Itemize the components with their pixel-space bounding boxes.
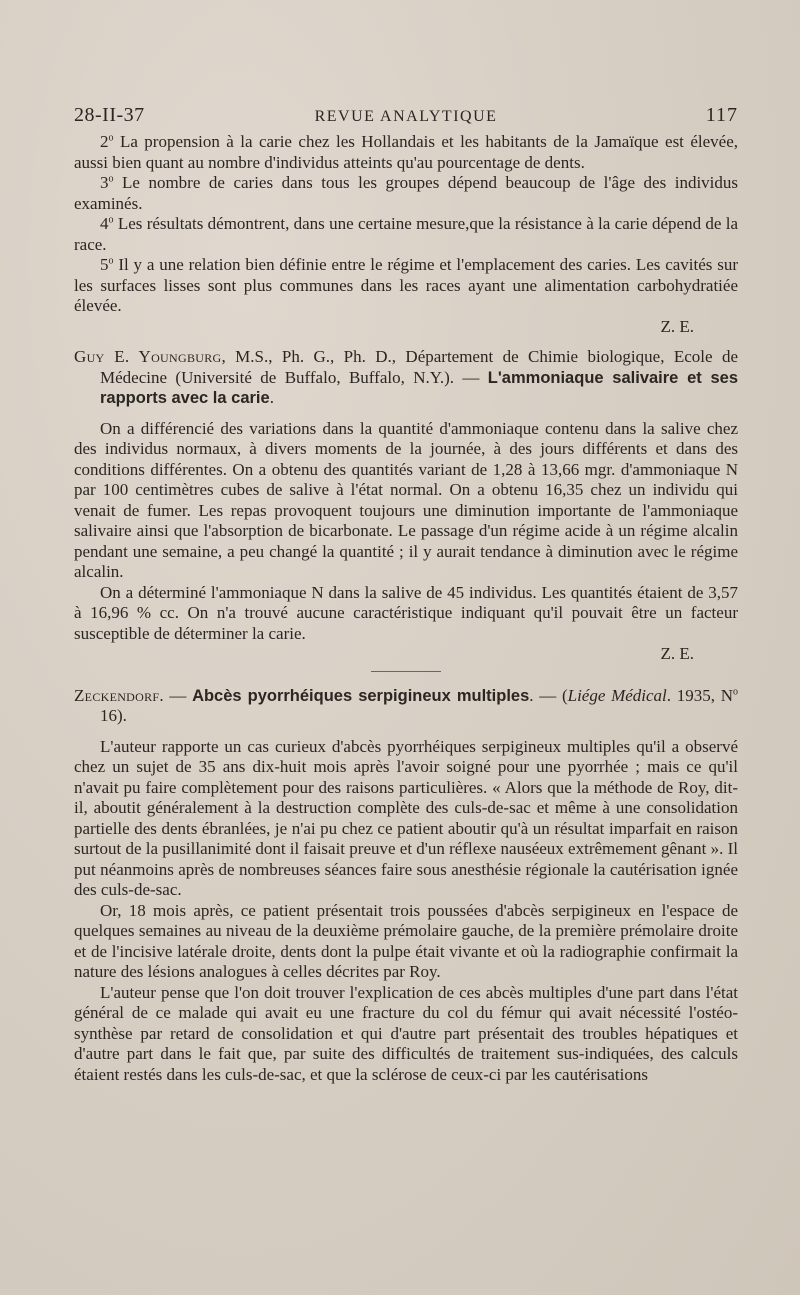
article-title: L'ammoniaque salivaire et ses rapports avec la carie (100, 368, 738, 407)
journal-name: Liége Médical (567, 685, 667, 705)
article-paragraph: L'auteur rapporte un cas curieux d'abcès pyorrhéiques serpigineux multiples qu'il a observé chez un sujet de 35 ans dix-huit mois après l'avoir soigné pour une pyorrhée ; mais ce qu'il n'avait pu faire complètement pour des raisons particulières. « Alors que la méthode de Roy, dit-il, aboutit généralement à la destruction complète des culs-de-sac et même à une consolidation partielle des dents ébranlées, je n'ai pu chez ce patient aboutir qu'à un résultat imparfait en raison surtout de la pusillanimité dont il faisait preuve et d'un réflexe nauséeux extrêmement gênant ». Il put néanmoins après de nombreuses séances faire sous anesthésie régionale la cautérisation ignée des culs-de-sac. (74, 736, 738, 899)
item-text: Il y a une relation bien définie entre le régime et l'emplacement des caries. Les cavités sur les surfaces lisses sont plus communes dans les races ayant une alimentation carbohydratiée élevée. (74, 255, 738, 315)
ordinal-mark: o (108, 132, 114, 144)
page-number: 117 (705, 104, 738, 126)
title-end: . (269, 388, 274, 407)
author-name: Guy E. Youngburg (74, 347, 222, 366)
article-reference (74, 347, 738, 409)
journal-page (74, 102, 738, 1085)
reference-number: 16 (100, 706, 117, 725)
reference-end: ). (117, 706, 127, 725)
reviewer-signature: Z. E. (660, 644, 694, 663)
item-number: 3 (100, 173, 109, 192)
ordinal-mark: o (733, 685, 738, 697)
article-paragraph: On a différencié des variations dans la quantité d'ammoniaque contenu dans la salive chez des individus normaux, à divers moments de la journée, à des jours différents et dans des conditions différentes. On a obtenu des quantités variant de 1,28 à 13,66 mgr. d'ammoniaque N par 100 centimètres cubes de salive à l'état normal. On a obtenu 16,35 chez un individu qui venait de fumer. Les repas provoquent toujours une diminution importante de l'ammoniaque salivaire ainsi que l'absorption de bicarbonate. Le passage d'un régime acide à un régime alcalin pendant une semaine, a peu changé la quantité ; il y aurait tendance à diminution avec le régime alcalin. (74, 418, 738, 581)
item-number: 5 (100, 255, 109, 274)
item-text: Les résultats démontrent, dans une certaine mesure,que la résistance à la carie dépend de la race. (74, 214, 739, 254)
ordinal-mark: o (108, 255, 114, 267)
reference-year: . 1935, N (666, 685, 733, 705)
article-paragraph: L'auteur pense que l'on doit trouver l'explication de ces abcès multiples d'une part dans l'état général de ce malade qui avait eu une fracture du col du fémur qui avait nécessité l'ostéo-synthèse par retard de consolidation et qui d'autre part présentait des troubles hépatiques et d'autre part dans le fait que, par suite des difficultés de traitement sus-indiquées, des calculs étaient restés dans les culs-de-sac, et que la sclérose de ceux-ci par les cautérisations (74, 982, 738, 1084)
conclusion-item (74, 255, 738, 317)
item-number: 2 (100, 132, 109, 151)
author-affiliation: , M.S., Ph. G., Ph. D., Département de Chimie biologique, Ecole de Médecine (Université de Buffalo, Buffalo, N.Y.). — (100, 347, 738, 387)
section-divider (371, 671, 441, 672)
reviewer-signature: Z. E. (660, 316, 694, 336)
conclusion-item (74, 214, 738, 255)
issue-date: 28-II-37 (74, 104, 145, 126)
conclusions-list (74, 132, 738, 337)
item-number: 4 (100, 214, 109, 233)
article-ammoniaque (74, 347, 738, 665)
separator: . — (159, 685, 193, 705)
running-head (74, 102, 738, 132)
ordinal-mark: o (108, 173, 114, 185)
separator: . — ( (529, 685, 568, 705)
journal-section-title: REVUE ANALYTIQUE (314, 108, 498, 125)
article-paragraph: Or, 18 mois après, ce patient présentait trois poussées d'abcès serpigineux en l'espace de quelques semaines au niveau de la deuxième prémolaire gauche, de la première prémolaire droite et de l'incisive latérale droite, dents dont la pulpe était vivante et où la radiographie confirmait la nature des lésions analogues à celles décrites par Roy. (74, 900, 738, 981)
ordinal-mark: o (108, 214, 114, 226)
conclusion-item (74, 173, 738, 214)
article-paragraph: On a déterminé l'ammoniaque N dans la salive de 45 individus. Les quantités étaient de 3,57 à 16,96 % cc. On n'a trouvé aucune caractéristique indiquant qu'il pouvait être un facteur susceptible de déterminer la carie. (74, 582, 738, 643)
author-name: Zeckendorf (74, 685, 160, 705)
article-title: Abcès pyorrhéiques serpigineux multiples (192, 686, 530, 705)
item-text: Le nombre de caries dans tous les groupes dépend beaucoup de l'âge des individus examinés. (74, 173, 739, 213)
article-abces (74, 686, 738, 1086)
item-text: La propension à la carie chez les Hollandais et les habitants de la Jamaïque est élevée, aussi bien quant au nombre d'individus atteints qu'au pourcentage de dents. (74, 132, 738, 172)
article-reference (74, 686, 738, 727)
conclusion-item (74, 132, 738, 173)
